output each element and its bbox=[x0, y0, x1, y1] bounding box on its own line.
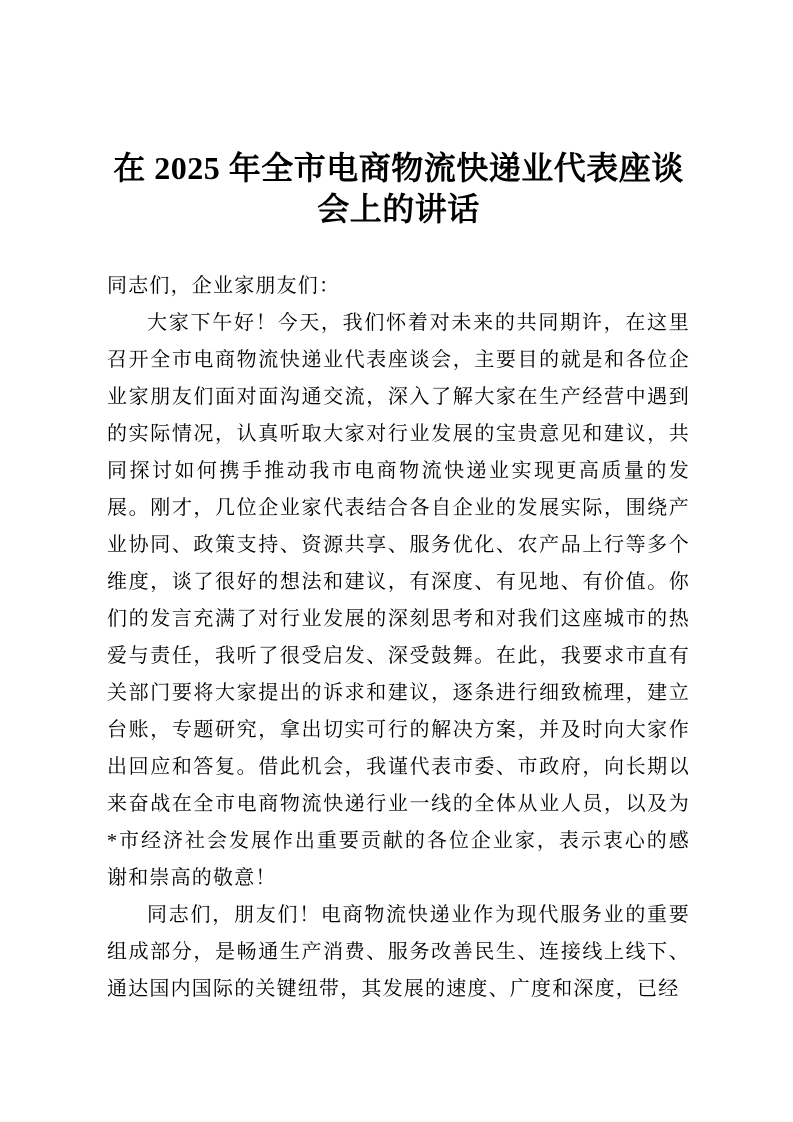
title-line-2: 会上的讲话 bbox=[317, 191, 480, 227]
salutation-paragraph: 同志们，企业家朋友们： bbox=[107, 275, 341, 297]
title-line-1: 在 2025 年全市电商物流快递业代表座谈 bbox=[113, 150, 684, 186]
document-body bbox=[107, 268, 690, 1008]
document-title bbox=[107, 148, 690, 230]
body-paragraph: 同志们，朋友们！电商物流快递业作为现代服务业的重要组成部分，是畅通生产消费、服务改善民生、连接线上线下、通达国内国际的关键纽带，其发展的速度、广度和深度，已经 bbox=[107, 904, 690, 1000]
body-paragraph: 大家下午好！今天，我们怀着对未来的共同期许，在这里召开全市电商物流快递业代表座谈会，主要目的就是和各位企业家朋友们面对面沟通交流，深入了解大家在生产经营中遇到的实际情况，认真听取大家对行业发展的宝贵意见和建议，共同探讨如何携手推动我市电商物流快递业实现更高质量的发展。刚才，几位企业家代表结合各自企业的发展实际，围绕产业协同、政策支持、资源共享、服务优化、农产品上行等多个维度，谈了很好的想法和建议，有深度、有见地、有价值。你们的发言充满了对行业发展的深刻思考和对我们这座城市的热爱与责任，我听了很受启发、深受鼓舞。在此，我要求市直有关部门要将大家提出的诉求和建议，逐条进行细致梳理，建立台账，专题研究，拿出切实可行的解决方案，并及时向大家作出回应和答复。借此机会，我谨代表市委、市政府，向长期以来奋战在全市电商物流快递行业一线的全体从业人员，以及为*市经济社会发展作出重要贡献的各位企业家，表示衷心的感谢和崇高的敬意！ bbox=[107, 312, 690, 889]
